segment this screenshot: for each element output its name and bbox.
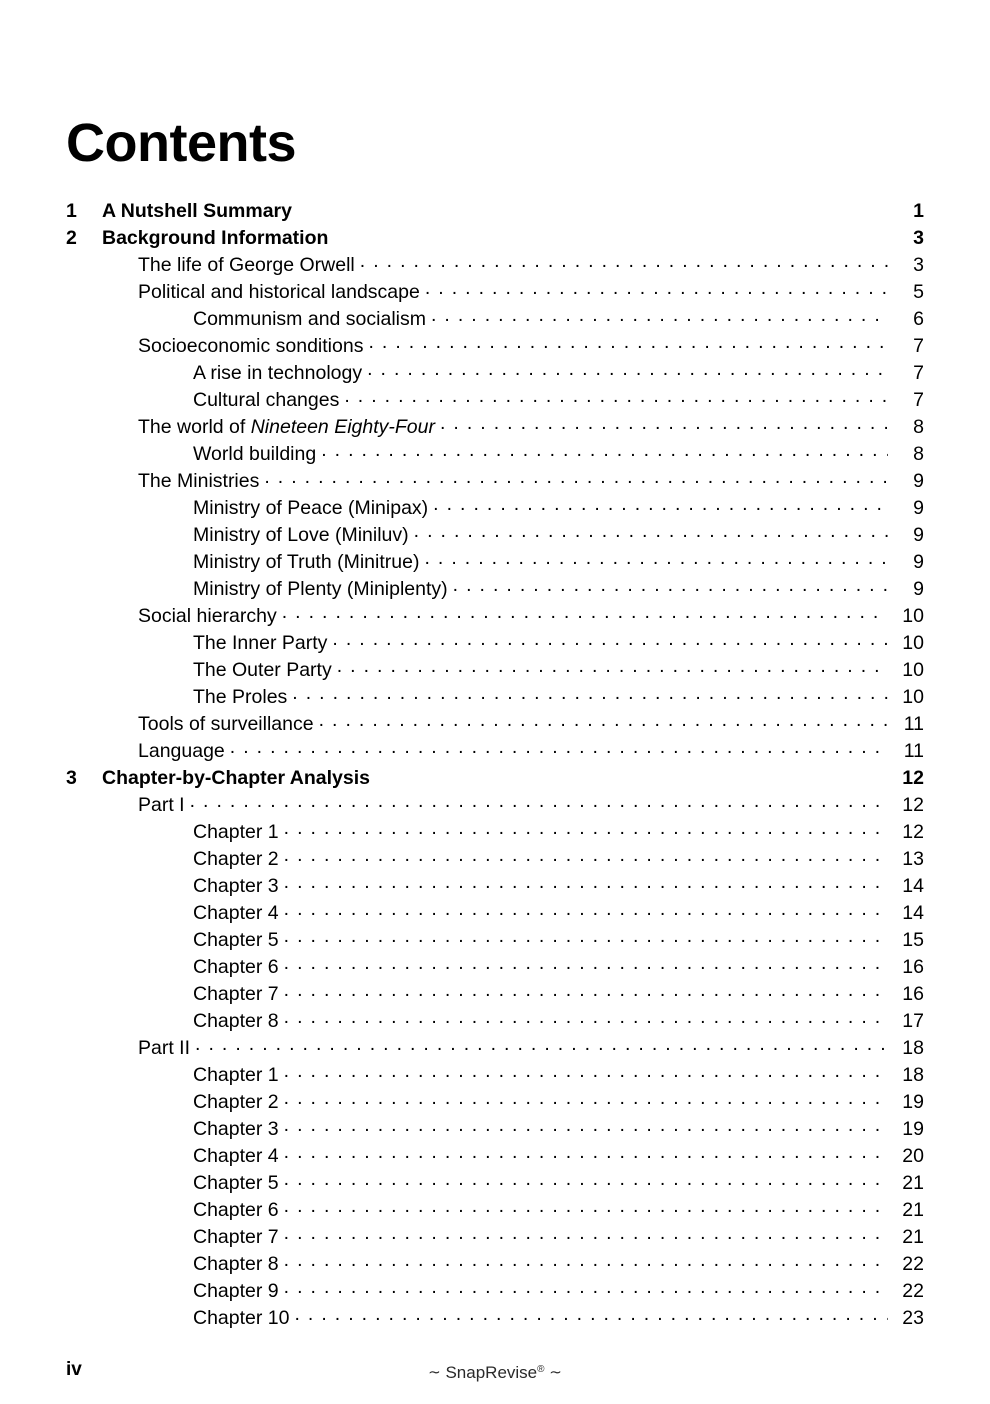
dot-leader (328, 225, 888, 244)
toc-entry[interactable] (66, 387, 924, 414)
toc-entry-page-number: 17 (902, 1010, 924, 1032)
toc-entry-page-number: 10 (902, 686, 924, 708)
dot-leader (284, 1278, 888, 1297)
toc-entry[interactable] (66, 441, 924, 468)
toc-entry-page-number: 13 (902, 848, 924, 870)
toc-entry-label: Cultural changes (193, 389, 340, 411)
toc-entry-label: Chapter 9 (193, 1280, 279, 1302)
toc-entry[interactable] (66, 792, 924, 819)
dot-leader (190, 792, 888, 811)
toc-entry[interactable] (66, 954, 924, 981)
dot-leader (414, 522, 888, 541)
toc-entry-label: Chapter 2 (193, 848, 279, 870)
dot-leader (284, 1143, 888, 1162)
toc-entry[interactable] (66, 468, 924, 495)
toc-entry-label: Social hierarchy (138, 605, 277, 627)
toc-entry-page-number: 7 (913, 362, 924, 384)
toc-entry-label: A Nutshell Summary (102, 200, 292, 222)
toc-entry-page-number: 14 (902, 875, 924, 897)
toc-entry-label: The Inner Party (193, 632, 328, 654)
dot-leader (284, 1116, 888, 1135)
toc-entry-label: Chapter-by-Chapter Analysis (102, 767, 371, 789)
toc-entry[interactable] (66, 1089, 924, 1116)
dot-leader (284, 927, 888, 946)
toc-entry-label: Part II (138, 1037, 191, 1059)
toc-entry-page-number: 12 (902, 767, 924, 789)
dot-leader (370, 765, 888, 784)
toc-entry[interactable] (66, 252, 924, 279)
toc-entry[interactable] (66, 630, 924, 657)
toc-entry-page-number: 22 (902, 1253, 924, 1275)
tilde-right-icon: ∼ (549, 1364, 562, 1381)
toc-entry-label: Chapter 3 (193, 1118, 279, 1140)
dot-leader (294, 1305, 888, 1324)
dot-leader (292, 198, 888, 217)
toc-entry-label: Ministry of Truth (Minitrue) (193, 551, 420, 573)
toc-entry-page-number: 9 (913, 470, 924, 492)
toc-entry-label: Chapter 3 (193, 875, 279, 897)
toc-entry-label: Chapter 8 (193, 1010, 279, 1032)
toc-entry-label: Part I (138, 794, 185, 816)
toc-entry[interactable] (66, 1143, 924, 1170)
toc-entry-label: Chapter 6 (193, 1199, 279, 1221)
page-footer (0, 1355, 990, 1389)
toc-entry-label: The Proles (193, 686, 288, 708)
toc-entry-page-number: 16 (902, 983, 924, 1005)
toc-entry-label: Chapter 5 (193, 1172, 279, 1194)
toc-entry[interactable] (66, 1008, 924, 1035)
toc-entry[interactable] (66, 738, 924, 765)
toc-entry[interactable] (66, 1062, 924, 1089)
dot-leader (453, 576, 888, 595)
dot-leader (433, 495, 888, 514)
toc-entry-page-number: 8 (913, 443, 924, 465)
dot-leader (284, 1197, 888, 1216)
toc-entry-page-number: 7 (913, 389, 924, 411)
toc-entry[interactable] (66, 549, 924, 576)
toc-entry-label-italic: Nineteen Eighty-Four (250, 416, 435, 438)
toc-entry-page-number: 19 (902, 1118, 924, 1140)
dot-leader (292, 684, 888, 703)
toc-entry-label-plain: The world of (138, 416, 251, 438)
toc-entry-page-number: 1 (913, 200, 924, 222)
toc-entry-label: Communism and socialism (193, 308, 426, 330)
toc-entry-label: Political and historical landscape (138, 281, 420, 303)
toc-entry-label: The Ministries (138, 470, 260, 492)
toc-entry-page-number: 9 (913, 551, 924, 573)
toc-entry-label: Chapter 4 (193, 902, 279, 924)
dot-leader (284, 900, 888, 919)
dot-leader (424, 549, 888, 568)
toc-entry-page-number: 3 (913, 227, 924, 249)
toc-entry-page-number: 9 (913, 578, 924, 600)
toc-entry-label: Chapter 1 (193, 1064, 279, 1086)
toc-entry-page-number: 21 (902, 1199, 924, 1221)
toc-entry[interactable] (66, 846, 924, 873)
dot-leader (321, 441, 888, 460)
brand-mark (0, 1355, 990, 1388)
dot-leader (284, 1008, 888, 1027)
dot-leader (284, 1089, 888, 1108)
toc-entry[interactable] (66, 1224, 924, 1251)
toc-entry-label: Language (138, 740, 225, 762)
toc-entry-page-number: 15 (902, 929, 924, 951)
toc-entry[interactable] (66, 927, 924, 954)
toc-entry[interactable] (66, 198, 924, 225)
toc-entry-page-number: 3 (913, 254, 924, 276)
toc-entry[interactable] (66, 225, 924, 252)
toc-entry[interactable] (66, 495, 924, 522)
dot-leader (284, 846, 888, 865)
toc-entry-page-number: 7 (913, 335, 924, 357)
dot-leader (284, 954, 888, 973)
dot-leader (368, 333, 888, 352)
toc-entry-page-number: 5 (913, 281, 924, 303)
toc-entry-page-number: 18 (902, 1037, 924, 1059)
toc-entry-page-number: 10 (902, 659, 924, 681)
toc-entry-label: Chapter 7 (193, 983, 279, 1005)
toc-entry[interactable] (66, 576, 924, 603)
toc-entry[interactable] (66, 684, 924, 711)
toc-entry-page-number: 8 (913, 416, 924, 438)
toc-entry-page-number: 19 (902, 1091, 924, 1113)
dot-leader (284, 1062, 888, 1081)
registered-trademark-icon: ® (537, 1364, 545, 1375)
toc-entry-label: World building (193, 443, 317, 465)
toc-entry[interactable] (66, 1251, 924, 1278)
brand-name: SnapRevise (445, 1363, 538, 1382)
toc-entry-number: 2 (66, 227, 77, 249)
dot-leader (425, 279, 888, 298)
dot-leader (367, 360, 888, 379)
toc-entry[interactable] (66, 981, 924, 1008)
toc-entry[interactable] (66, 900, 924, 927)
toc-entry-label: Chapter 7 (193, 1226, 279, 1248)
toc-entry[interactable] (66, 765, 924, 792)
dot-leader (284, 1251, 888, 1270)
toc-entry-page-number: 10 (902, 632, 924, 654)
toc-entry[interactable] (66, 603, 924, 630)
dot-leader (284, 819, 888, 838)
page-title: Contents (66, 113, 296, 173)
toc-entry-label: Chapter 1 (193, 821, 279, 843)
toc-entry-label: Ministry of Plenty (Miniplenty) (193, 578, 448, 600)
toc-entry[interactable] (66, 1278, 924, 1305)
toc-entry-page-number: 18 (902, 1064, 924, 1086)
toc-entry-page-number: 11 (903, 740, 924, 762)
toc-entry-label: Tools of surveillance (138, 713, 314, 735)
dot-leader (264, 468, 888, 487)
dot-leader (332, 630, 888, 649)
toc-entry[interactable] (66, 1035, 924, 1062)
toc-entry-label: Ministry of Love (Miniluv) (193, 524, 409, 546)
tilde-left-icon: ∼ (428, 1364, 441, 1381)
toc-entry-label: The life of George Orwell (138, 254, 355, 276)
toc-entry[interactable] (66, 360, 924, 387)
toc-entry-label: Chapter 4 (193, 1145, 279, 1167)
toc-entry-page-number: 21 (902, 1172, 924, 1194)
toc-entry-page-number: 9 (913, 497, 924, 519)
toc-entry-label: Chapter 6 (193, 956, 279, 978)
toc-entry-label: The Outer Party (193, 659, 332, 681)
dot-leader (284, 873, 888, 892)
toc-entry-page-number: 21 (902, 1226, 924, 1248)
toc-entry-label: Chapter 5 (193, 929, 279, 951)
toc-entry-label: A rise in technology (193, 362, 363, 384)
toc-entry-page-number: 6 (913, 308, 924, 330)
toc-entry[interactable] (66, 333, 924, 360)
dot-leader (319, 711, 888, 730)
toc-entry-label: Chapter 8 (193, 1253, 279, 1275)
dot-leader (195, 1035, 888, 1054)
toc-entry-page-number: 10 (902, 605, 924, 627)
dot-leader (230, 738, 888, 757)
toc-entry-page-number: 9 (913, 524, 924, 546)
toc-entry[interactable] (66, 819, 924, 846)
toc-entry-page-number: 16 (902, 956, 924, 978)
toc-entry[interactable] (66, 711, 924, 738)
toc-entry[interactable] (66, 657, 924, 684)
toc-entry-page-number: 14 (902, 902, 924, 924)
toc-entry-page-number: 12 (902, 794, 924, 816)
toc-entry[interactable] (66, 1197, 924, 1224)
toc-entry-label: Chapter 10 (193, 1307, 290, 1329)
dot-leader (431, 306, 888, 325)
toc-entry-label: Background Information (102, 227, 329, 249)
toc-entry-list (66, 198, 924, 1332)
toc-entry-label (138, 414, 440, 441)
toc-entry[interactable] (66, 1170, 924, 1197)
dot-leader (337, 657, 888, 676)
toc-entry-page-number: 20 (902, 1145, 924, 1167)
toc-entry[interactable] (66, 1305, 924, 1332)
toc-entry[interactable] (66, 414, 924, 441)
toc-entry-number: 1 (66, 200, 77, 222)
dot-leader (282, 603, 888, 622)
toc-entry-page-number: 23 (902, 1307, 924, 1329)
dot-leader (284, 1224, 888, 1243)
dot-leader (440, 414, 888, 433)
toc-entry-label: Chapter 2 (193, 1091, 279, 1113)
toc-entry[interactable] (66, 522, 924, 549)
toc-entry[interactable] (66, 306, 924, 333)
toc-entry-page-number: 11 (903, 713, 924, 735)
toc-entry[interactable] (66, 873, 924, 900)
toc-entry-label: Ministry of Peace (Minipax) (193, 497, 429, 519)
dot-leader (284, 1170, 888, 1189)
toc-entry[interactable] (66, 279, 924, 306)
toc-entry-label: Socioeconomic sonditions (138, 335, 364, 357)
dot-leader (344, 387, 888, 406)
dot-leader (360, 252, 888, 271)
toc-entry-page-number: 12 (902, 821, 924, 843)
toc-entry[interactable] (66, 1116, 924, 1143)
folio-page-number: iv (66, 1359, 82, 1380)
dot-leader (284, 981, 888, 1000)
toc-entry-page-number: 22 (902, 1280, 924, 1302)
toc-entry-number: 3 (66, 767, 77, 789)
